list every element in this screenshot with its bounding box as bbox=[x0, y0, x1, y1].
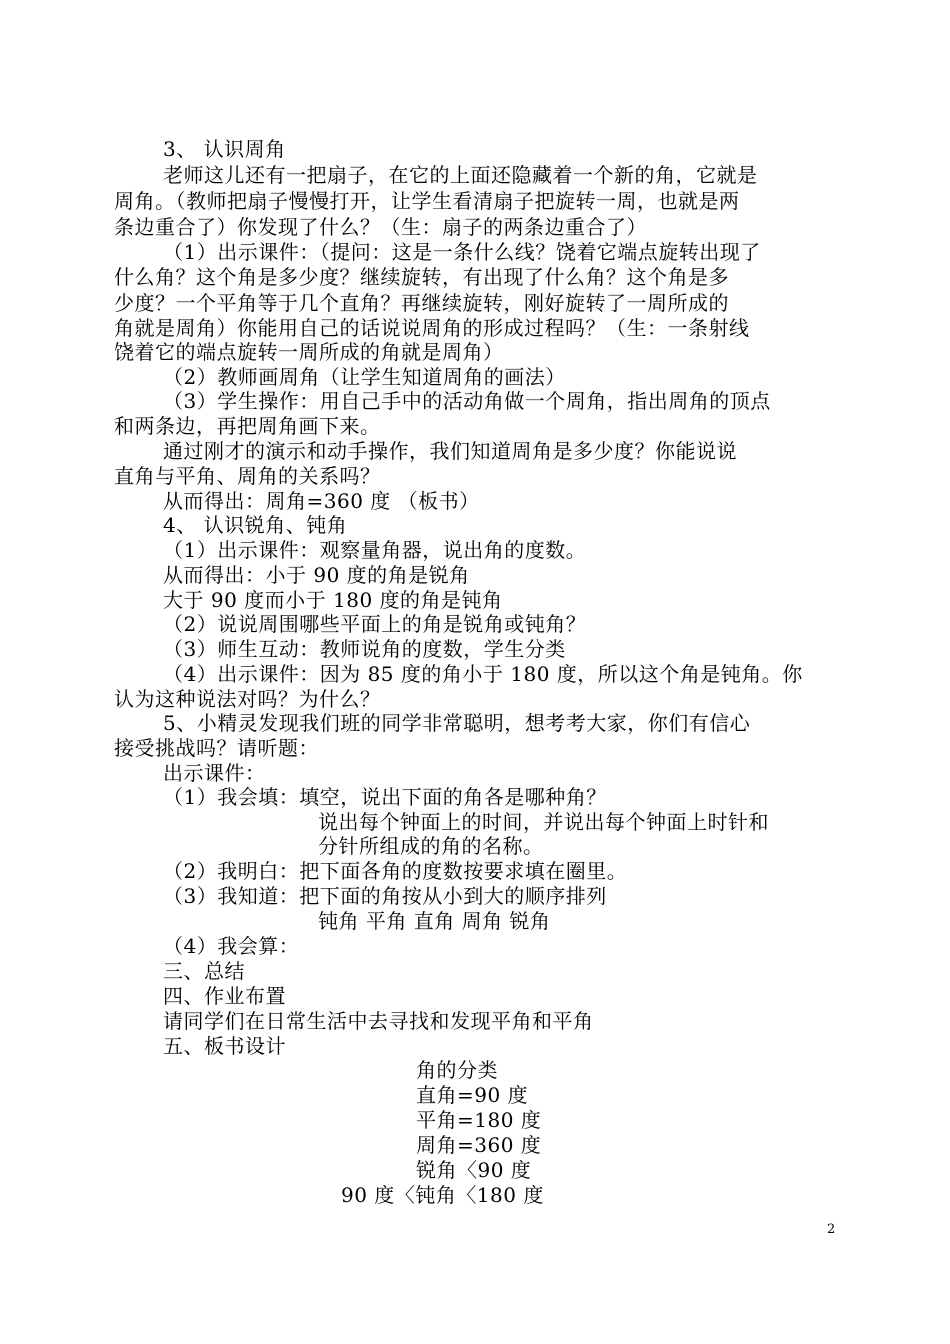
paragraph-line: 通过刚才的演示和动手操作，我们知道周角是多少度？你能说说 bbox=[163, 439, 737, 463]
paragraph-line: 条边重合了）你发现了什么？（生：扇子的两条边重合了） bbox=[114, 215, 647, 239]
section-heading-summary: 三、总结 bbox=[163, 959, 245, 983]
paragraph-line: （1）出示课件：观察量角器，说出角的度数。 bbox=[163, 538, 587, 562]
board-design-line: 90 度〈钝角〈180 度 bbox=[341, 1183, 544, 1207]
paragraph-line: （1）我会填：填空，说出下面的角各是哪种角？ bbox=[163, 785, 607, 809]
paragraph-line: 说出每个钟面上的时间，并说出每个钟面上时针和 bbox=[318, 810, 769, 834]
paragraph-line: 少度？一个平角等于几个直角？再继续旋转，刚好旋转了一周所成的 bbox=[114, 291, 729, 315]
paragraph-line: （3）师生互动：教师说角的度数，学生分类 bbox=[163, 637, 566, 661]
paragraph-line: 饶着它的端点旋转一周所成的角就是周角） bbox=[114, 340, 504, 364]
board-design-line: 直角=90 度 bbox=[416, 1083, 529, 1107]
paragraph-line: 分针所组成的角的名称。 bbox=[318, 834, 544, 858]
paragraph-line: 角就是周角）你能用自己的话说说周角的形成过程吗？（生：一条射线 bbox=[114, 316, 750, 340]
section-heading-4: 4、 认识锐角、钝角 bbox=[163, 513, 348, 537]
paragraph-line: 什么角？这个角是多少度？继续旋转，有出现了什么角？这个角是多 bbox=[114, 265, 729, 289]
paragraph-line: 从而得出：小于 90 度的角是锐角 bbox=[163, 563, 470, 587]
paragraph-line: 出示课件： bbox=[163, 761, 266, 785]
paragraph-line: （2）说说周围哪些平面上的角是锐角或钝角？ bbox=[163, 612, 587, 636]
paragraph-line: （4）出示课件：因为 85 度的角小于 180 度，所以这个角是钝角。你 bbox=[163, 662, 803, 686]
section-heading-board-design: 五、板书设计 bbox=[163, 1034, 286, 1058]
paragraph-line: （2）我明白：把下面各角的度数按要求填在圈里。 bbox=[163, 859, 628, 883]
paragraph-line: 接受挑战吗？请听题： bbox=[114, 736, 319, 760]
paragraph-line: （4）我会算： bbox=[163, 934, 300, 958]
paragraph-line: 从而得出：周角=360 度 （板书） bbox=[163, 489, 480, 513]
board-design-title: 角的分类 bbox=[416, 1058, 498, 1082]
paragraph-line: 大于 90 度而小于 180 度的角是钝角 bbox=[163, 588, 503, 612]
paragraph-line: （1）出示课件：（提问：这是一条什么线？饶着它端点旋转出现了 bbox=[163, 240, 761, 264]
paragraph-line: （3）我知道：把下面的角按从小到大的顺序排列 bbox=[163, 884, 607, 908]
section-heading-5: 5、小精灵发现我们班的同学非常聪明，想考考大家，你们有信心 bbox=[163, 711, 751, 735]
paragraph-line: 老师这儿还有一把扇子，在它的上面还隐藏着一个新的角，它就是 bbox=[163, 163, 758, 187]
section-heading-3: 3、 认识周角 bbox=[163, 137, 286, 161]
paragraph-line: 认为这种说法对吗？为什么？ bbox=[114, 687, 381, 711]
page-number: 2 bbox=[827, 1222, 836, 1237]
paragraph-line: （2）教师画周角（让学生知道周角的画法） bbox=[163, 365, 566, 389]
board-design-line: 平角=180 度 bbox=[416, 1108, 542, 1132]
section-heading-homework: 四、作业布置 bbox=[163, 984, 286, 1008]
paragraph-line: 周角。（教师把扇子慢慢打开，让学生看清扇子把旋转一周，也就是两 bbox=[114, 189, 740, 213]
board-design-line: 周角=360 度 bbox=[416, 1133, 542, 1157]
paragraph-line: （3）学生操作：用自己手中的活动角做一个周角，指出周角的顶点 bbox=[163, 389, 771, 413]
paragraph-line: 和两条边，再把周角画下来。 bbox=[114, 414, 381, 438]
paragraph-line: 请同学们在日常生活中去寻找和发现平角和平角 bbox=[163, 1009, 594, 1033]
angle-list-line: 钝角 平角 直角 周角 锐角 bbox=[318, 909, 551, 933]
paragraph-line: 直角与平角、周角的关系吗？ bbox=[114, 464, 381, 488]
board-design-line: 锐角〈90 度 bbox=[416, 1158, 532, 1182]
